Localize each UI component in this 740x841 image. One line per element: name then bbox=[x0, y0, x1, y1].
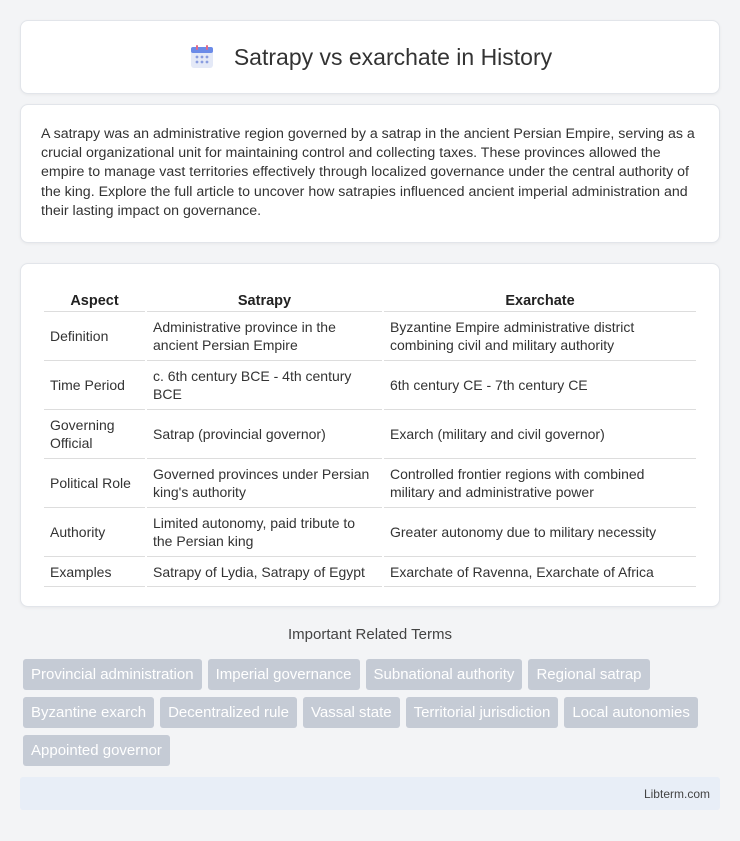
table-cell: Greater autonomy due to military necessity bbox=[384, 508, 696, 557]
table-header-row bbox=[44, 284, 696, 312]
table-cell: Governing Official bbox=[44, 410, 145, 459]
comparison-table-card bbox=[20, 263, 720, 607]
table-row bbox=[44, 312, 696, 361]
table-cell: c. 6th century BCE - 4th century BCE bbox=[147, 361, 382, 410]
related-term-tag[interactable]: Local autonomies bbox=[564, 697, 698, 728]
table-row bbox=[44, 361, 696, 410]
related-term-tag[interactable]: Byzantine exarch bbox=[23, 697, 154, 728]
table-cell: Examples bbox=[44, 557, 145, 587]
comparison-table bbox=[42, 284, 698, 587]
table-cell: Governed provinces under Persian king's authority bbox=[147, 459, 382, 508]
title-wrap bbox=[188, 43, 552, 71]
table-cell: 6th century CE - 7th century CE bbox=[384, 361, 696, 410]
column-header-satrapy: Satrapy bbox=[147, 284, 382, 312]
table-cell: Limited autonomy, paid tribute to the Persian king bbox=[147, 508, 382, 557]
table-cell: Exarch (military and civil governor) bbox=[384, 410, 696, 459]
table-cell: Satrap (provincial governor) bbox=[147, 410, 382, 459]
header-card bbox=[20, 20, 720, 94]
footer bbox=[20, 777, 720, 810]
related-term-tag[interactable]: Vassal state bbox=[303, 697, 400, 728]
page-title: Satrapy vs exarchate in History bbox=[233, 43, 553, 70]
table-cell: Controlled frontier regions with combined military and administrative power bbox=[384, 459, 696, 508]
column-header-exarchate: Exarchate bbox=[384, 284, 696, 312]
table-cell: Exarchate of Ravenna, Exarchate of Africa bbox=[384, 557, 696, 587]
table-cell: Administrative province in the ancient Persian Empire bbox=[147, 312, 382, 361]
intro-text: A satrapy was an administrative region governed by a satrap in the ancient Persian Empire, serving as a crucial organizational unit for maintaining control and collecting taxes. These provinces allowed the empire to manage vast territories effectively through localized governance under the central authority of the king. Explore the full article to uncover how satrapies influenced ancient imperial administration and their lasting impact on governance. bbox=[41, 126, 695, 219]
table-row bbox=[44, 508, 696, 557]
table-row bbox=[44, 410, 696, 459]
related-term-tag[interactable]: Provincial administration bbox=[23, 659, 202, 690]
table-cell: Definition bbox=[44, 312, 145, 361]
related-term-tag[interactable]: Decentralized rule bbox=[160, 697, 297, 728]
table-cell: Authority bbox=[44, 508, 145, 557]
table-row bbox=[44, 459, 696, 508]
related-term-tag[interactable]: Appointed governor bbox=[23, 735, 170, 766]
table-cell: Political Role bbox=[44, 459, 145, 508]
table-cell: Time Period bbox=[44, 361, 145, 410]
column-header-aspect: Aspect bbox=[44, 284, 145, 312]
related-term-tag[interactable]: Imperial governance bbox=[208, 659, 360, 690]
intro-card bbox=[20, 104, 720, 243]
table-cell: Satrapy of Lydia, Satrapy of Egypt bbox=[147, 557, 382, 587]
table-cell: Byzantine Empire administrative district combining civil and military authority bbox=[384, 312, 696, 361]
related-term-tag[interactable]: Territorial jurisdiction bbox=[406, 697, 559, 728]
table-row bbox=[44, 557, 696, 587]
calendar-icon bbox=[188, 43, 216, 71]
related-term-tag[interactable]: Subnational authority bbox=[366, 659, 523, 690]
related-term-tag[interactable]: Regional satrap bbox=[528, 659, 649, 690]
footer-site-link[interactable]: Libterm.com bbox=[643, 786, 710, 801]
related-terms-list bbox=[23, 659, 713, 766]
related-terms-title: Important Related Terms bbox=[288, 626, 452, 643]
